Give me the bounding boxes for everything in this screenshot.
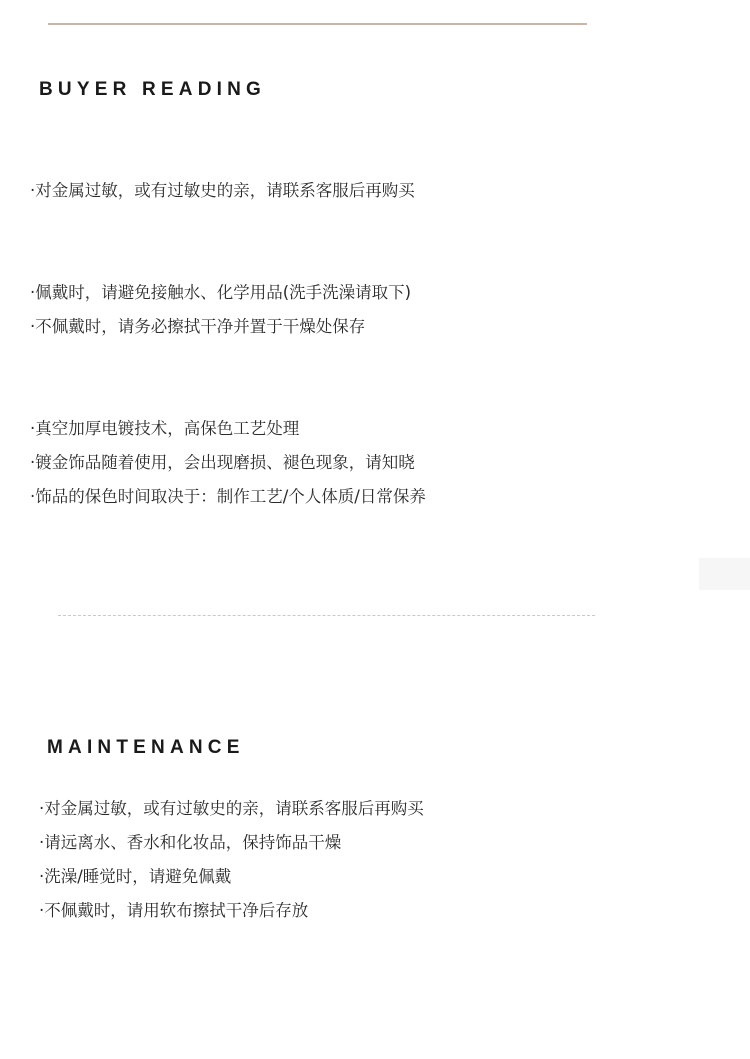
buyer-reading-line: ·真空加厚电镀技术，高保色工艺处理 — [30, 419, 300, 438]
buyer-reading-title: BUYER READING — [39, 79, 267, 100]
maintenance-item: ·对金属过敏，或有过敏史的亲，请联系客服后再购买 — [39, 799, 424, 818]
buyer-reading-line: ·对金属过敏，或有过敏史的亲，请联系客服后再购买 — [30, 181, 415, 200]
top-divider — [48, 23, 587, 25]
maintenance-title: MAINTENANCE — [47, 737, 245, 758]
maintenance-item: ·不佩戴时，请用软布擦拭干净后存放 — [39, 901, 309, 920]
buyer-reading-line: ·不佩戴时，请务必擦拭干净并置于干燥处保存 — [30, 317, 366, 336]
buyer-reading-line: ·佩戴时，请避免接触水、化学用品(洗手洗澡请取下) — [30, 283, 412, 302]
buyer-reading-line: ·镀金饰品随着使用，会出现磨损、褪色现象，请知晓 — [30, 453, 415, 472]
buyer-reading-line: ·饰品的保色时间取决于：制作工艺/个人体质/日常保养 — [30, 487, 426, 506]
dashed-divider — [58, 615, 595, 616]
maintenance-item: ·洗澡/睡觉时，请避免佩戴 — [39, 867, 232, 886]
maintenance-item: ·请远离水、香水和化妆品，保持饰品干燥 — [39, 833, 342, 852]
side-tab[interactable] — [699, 558, 750, 590]
